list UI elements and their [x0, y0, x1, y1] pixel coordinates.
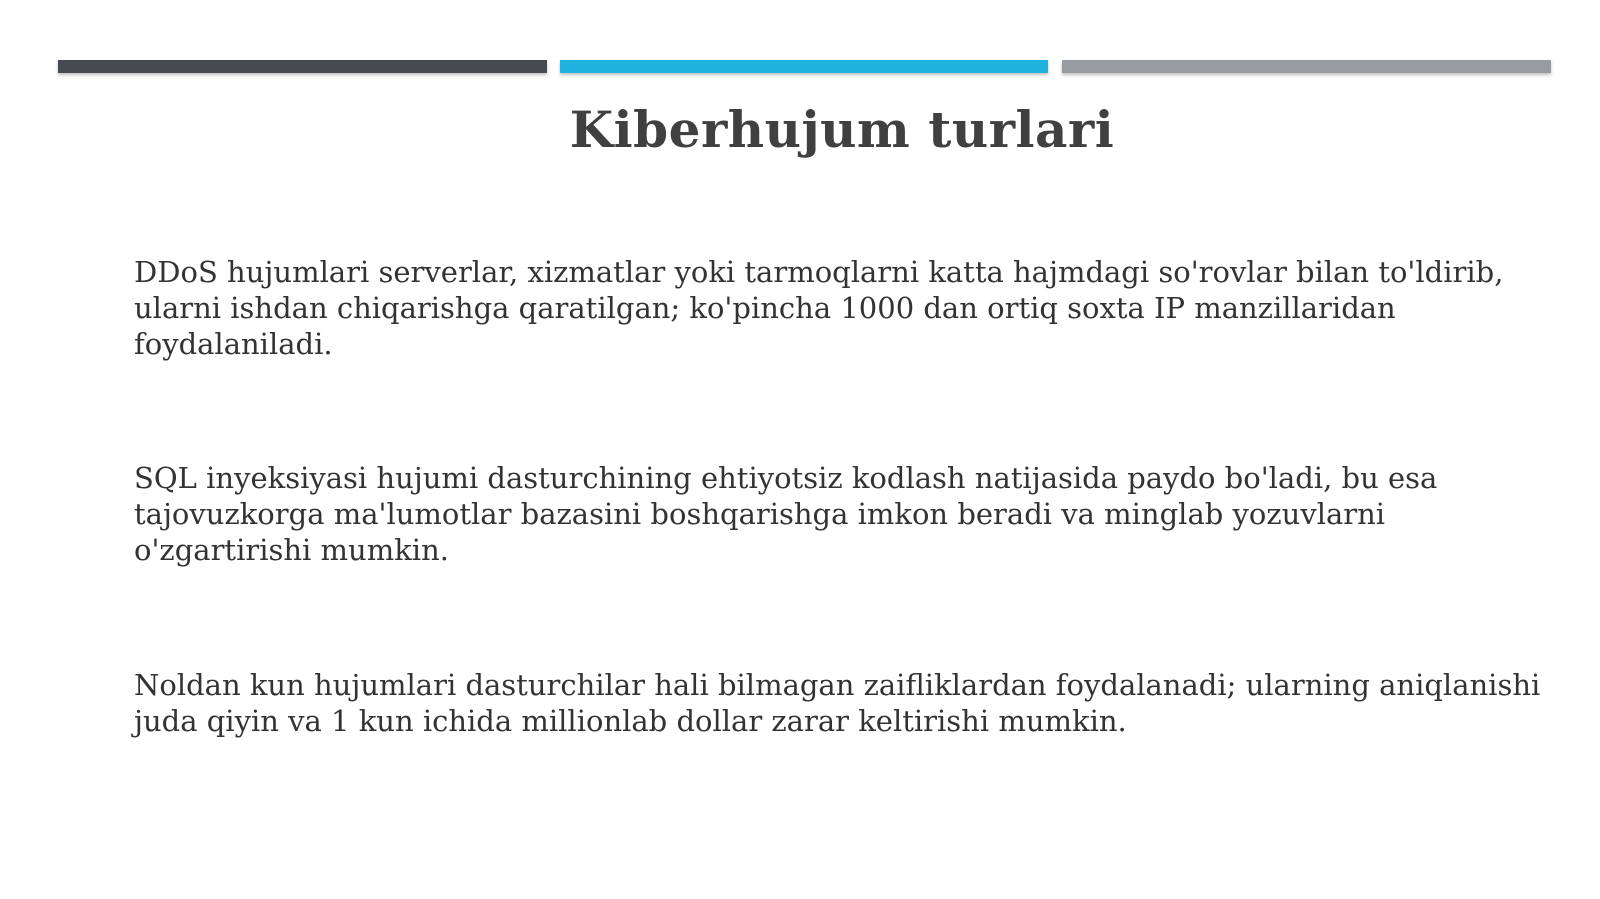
paragraph-sql-injection: SQL inyeksiyasi hujumi dasturchining ehtiyotsiz kodlash natijasida paydo bo'ladi, bu esa tajovuzkorga ma'lumotlar bazasini boshqarishga imkon beradi va minglab yozuvlarni o'zgartirishi mumkin. — [134, 461, 1438, 567]
slide-title: Kiberhujum turlari — [569, 100, 1115, 159]
accent-bar-blue — [560, 60, 1048, 73]
paragraph-zero-day: Noldan kun hujumlari dasturchilar hali bilmagan zaifliklardan foydalanadi; ularning aniqlanishi juda qiyin va 1 kun ichida millionlab dollar zarar keltirishi mumkin. — [134, 668, 1541, 738]
accent-bar-dark — [58, 60, 547, 73]
accent-bar-gray — [1062, 60, 1551, 73]
paragraph-ddos: DDoS hujumlari serverlar, xizmatlar yoki tarmoqlarni katta hajmdagi so'rovlar bilan to'ldirib, ularni ishdan chiqarishga qaratilgan; ko'pincha 1000 dan ortiq soxta IP manzillaridan foydalaniladi. — [134, 255, 1504, 361]
